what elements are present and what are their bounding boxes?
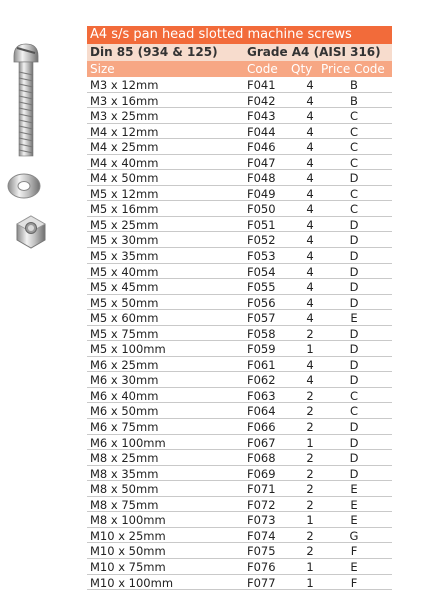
table-row <box>87 139 392 155</box>
cell-code: F053 <box>247 249 276 263</box>
cell-price-code: C <box>347 404 361 418</box>
table-row <box>87 295 392 311</box>
cell-qty: 2 <box>303 404 317 418</box>
table-row <box>87 217 392 233</box>
table-row <box>87 435 392 451</box>
table-title: A4 s/s pan head slotted machine screws <box>87 26 392 44</box>
cell-code: F072 <box>247 498 276 512</box>
cell-qty: 2 <box>303 467 317 481</box>
cell-size: M6 x 75mm <box>90 420 158 434</box>
cell-qty: 2 <box>303 498 317 512</box>
cell-code: F068 <box>247 451 276 465</box>
table-row <box>87 481 392 497</box>
table-row <box>87 279 392 295</box>
cell-size: M10 x 25mm <box>90 529 166 543</box>
cell-size: M5 x 75mm <box>90 327 158 341</box>
cell-price-code: E <box>347 482 361 496</box>
table-row <box>87 108 392 124</box>
cell-size: M10 x 100mm <box>90 576 173 590</box>
cell-size: M3 x 25mm <box>90 109 158 123</box>
table-row <box>87 201 392 217</box>
cell-size: M5 x 50mm <box>90 296 158 310</box>
cell-price-code: C <box>347 389 361 403</box>
cell-price-code: D <box>347 265 361 279</box>
cell-qty: 2 <box>303 420 317 434</box>
cell-size: M5 x 12mm <box>90 187 158 201</box>
cell-code: F057 <box>247 311 276 325</box>
cell-size: M5 x 16mm <box>90 202 158 216</box>
cell-price-code: B <box>347 94 361 108</box>
table-subheader <box>87 44 392 61</box>
column-header-row <box>87 61 392 77</box>
cell-size: M8 x 50mm <box>90 482 158 496</box>
cell-qty: 4 <box>303 358 317 372</box>
cell-qty: 2 <box>303 544 317 558</box>
cell-qty: 2 <box>303 529 317 543</box>
cell-code: F066 <box>247 420 276 434</box>
product-table <box>87 26 392 590</box>
cell-price-code: D <box>347 358 361 372</box>
cell-price-code: C <box>347 140 361 154</box>
cell-code: F048 <box>247 171 276 185</box>
cell-qty: 4 <box>303 311 317 325</box>
table-row <box>87 575 392 590</box>
cell-qty: 2 <box>303 389 317 403</box>
cell-qty: 4 <box>303 218 317 232</box>
cell-price-code: E <box>347 560 361 574</box>
cell-price-code: D <box>347 280 361 294</box>
cell-price-code: G <box>347 529 361 543</box>
cell-code: F051 <box>247 218 276 232</box>
cell-size: M5 x 45mm <box>90 280 158 294</box>
cell-size: M5 x 40mm <box>90 265 158 279</box>
cell-qty: 4 <box>303 373 317 387</box>
cell-size: M8 x 100mm <box>90 513 166 527</box>
column-header-code: Code <box>247 61 278 77</box>
cell-code: F076 <box>247 560 276 574</box>
cell-qty: 4 <box>303 94 317 108</box>
product-images <box>0 30 84 260</box>
cell-qty: 1 <box>303 436 317 450</box>
cell-price-code: D <box>347 296 361 310</box>
cell-code: F067 <box>247 436 276 450</box>
column-header-size: Size <box>90 61 115 77</box>
cell-qty: 4 <box>303 140 317 154</box>
table-row <box>87 155 392 171</box>
table-row <box>87 372 392 388</box>
table-row <box>87 512 392 528</box>
cell-price-code: D <box>347 233 361 247</box>
cell-price-code: B <box>347 78 361 92</box>
table-row <box>87 124 392 140</box>
cell-code: F075 <box>247 544 276 558</box>
cell-qty: 4 <box>303 171 317 185</box>
grade-label: Grade A4 (AISI 316) <box>247 44 381 61</box>
cell-price-code: D <box>347 436 361 450</box>
cell-size: M10 x 50mm <box>90 544 166 558</box>
washer-icon <box>6 172 42 200</box>
cell-code: F064 <box>247 404 276 418</box>
cell-code: F050 <box>247 202 276 216</box>
cell-qty: 1 <box>303 342 317 356</box>
cell-size: M4 x 40mm <box>90 156 158 170</box>
table-row <box>87 93 392 109</box>
cell-size: M6 x 25mm <box>90 358 158 372</box>
cell-code: F046 <box>247 140 276 154</box>
table-row <box>87 264 392 280</box>
cell-price-code: E <box>347 498 361 512</box>
cell-size: M5 x 35mm <box>90 249 158 263</box>
cell-price-code: D <box>347 171 361 185</box>
table-body <box>87 77 392 590</box>
cell-qty: 1 <box>303 576 317 590</box>
table-row <box>87 497 392 513</box>
cell-size: M4 x 50mm <box>90 171 158 185</box>
cell-code: F059 <box>247 342 276 356</box>
cell-size: M4 x 25mm <box>90 140 158 154</box>
table-row <box>87 232 392 248</box>
cell-code: F042 <box>247 94 276 108</box>
table-row <box>87 388 392 404</box>
cell-price-code: C <box>347 202 361 216</box>
cell-price-code: E <box>347 311 361 325</box>
cell-qty: 2 <box>303 327 317 341</box>
cell-size: M8 x 75mm <box>90 498 158 512</box>
cell-qty: 2 <box>303 482 317 496</box>
cell-qty: 1 <box>303 560 317 574</box>
cell-price-code: C <box>347 109 361 123</box>
cell-code: F056 <box>247 296 276 310</box>
cell-qty: 4 <box>303 187 317 201</box>
cell-qty: 4 <box>303 296 317 310</box>
table-row <box>87 170 392 186</box>
cell-size: M3 x 12mm <box>90 78 158 92</box>
column-header-qty: Qty <box>291 61 312 77</box>
table-row <box>87 310 392 326</box>
cell-code: F055 <box>247 280 276 294</box>
cell-size: M10 x 75mm <box>90 560 166 574</box>
cell-size: M5 x 60mm <box>90 311 158 325</box>
table-row <box>87 543 392 559</box>
column-header-price-code: Price Code <box>321 61 385 77</box>
cell-size: M5 x 30mm <box>90 233 158 247</box>
cell-price-code: C <box>347 156 361 170</box>
cell-code: F047 <box>247 156 276 170</box>
table-row <box>87 326 392 342</box>
slotted-screw-icon <box>12 42 40 160</box>
cell-price-code: D <box>347 373 361 387</box>
table-row <box>87 450 392 466</box>
cell-code: F041 <box>247 78 276 92</box>
cell-qty: 4 <box>303 78 317 92</box>
cell-code: F052 <box>247 233 276 247</box>
cell-qty: 4 <box>303 265 317 279</box>
cell-code: F049 <box>247 187 276 201</box>
cell-price-code: F <box>347 544 361 558</box>
cell-qty: 4 <box>303 109 317 123</box>
cell-price-code: D <box>347 327 361 341</box>
cell-size: M3 x 16mm <box>90 94 158 108</box>
cell-code: F058 <box>247 327 276 341</box>
cell-price-code: E <box>347 513 361 527</box>
cell-size: M8 x 25mm <box>90 451 158 465</box>
cell-size: M5 x 25mm <box>90 218 158 232</box>
cell-qty: 2 <box>303 451 317 465</box>
hex-nut-icon <box>14 214 48 250</box>
cell-size: M4 x 12mm <box>90 125 158 139</box>
cell-qty: 4 <box>303 156 317 170</box>
table-row <box>87 466 392 482</box>
standard-label: Din 85 (934 & 125) <box>90 44 218 61</box>
cell-price-code: C <box>347 125 361 139</box>
cell-qty: 1 <box>303 513 317 527</box>
cell-qty: 4 <box>303 233 317 247</box>
cell-code: F043 <box>247 109 276 123</box>
cell-code: F062 <box>247 373 276 387</box>
cell-code: F044 <box>247 125 276 139</box>
cell-qty: 4 <box>303 202 317 216</box>
cell-code: F073 <box>247 513 276 527</box>
cell-price-code: D <box>347 451 361 465</box>
cell-size: M6 x 100mm <box>90 436 166 450</box>
cell-size: M6 x 30mm <box>90 373 158 387</box>
cell-price-code: F <box>347 576 361 590</box>
cell-code: F061 <box>247 358 276 372</box>
table-row <box>87 248 392 264</box>
table-row <box>87 357 392 373</box>
cell-code: F077 <box>247 576 276 590</box>
cell-code: F063 <box>247 389 276 403</box>
table-row <box>87 528 392 544</box>
cell-price-code: D <box>347 467 361 481</box>
table-row <box>87 341 392 357</box>
cell-price-code: D <box>347 249 361 263</box>
cell-qty: 4 <box>303 125 317 139</box>
cell-size: M5 x 100mm <box>90 342 166 356</box>
cell-qty: 4 <box>303 249 317 263</box>
table-row <box>87 403 392 419</box>
table-row <box>87 419 392 435</box>
cell-code: F054 <box>247 265 276 279</box>
cell-code: F069 <box>247 467 276 481</box>
cell-size: M8 x 35mm <box>90 467 158 481</box>
cell-price-code: D <box>347 342 361 356</box>
table-row <box>87 77 392 93</box>
cell-code: F074 <box>247 529 276 543</box>
cell-price-code: D <box>347 420 361 434</box>
cell-size: M6 x 40mm <box>90 389 158 403</box>
cell-qty: 4 <box>303 280 317 294</box>
cell-price-code: D <box>347 218 361 232</box>
cell-price-code: C <box>347 187 361 201</box>
cell-size: M6 x 50mm <box>90 404 158 418</box>
table-row <box>87 559 392 575</box>
table-row <box>87 186 392 202</box>
cell-code: F071 <box>247 482 276 496</box>
